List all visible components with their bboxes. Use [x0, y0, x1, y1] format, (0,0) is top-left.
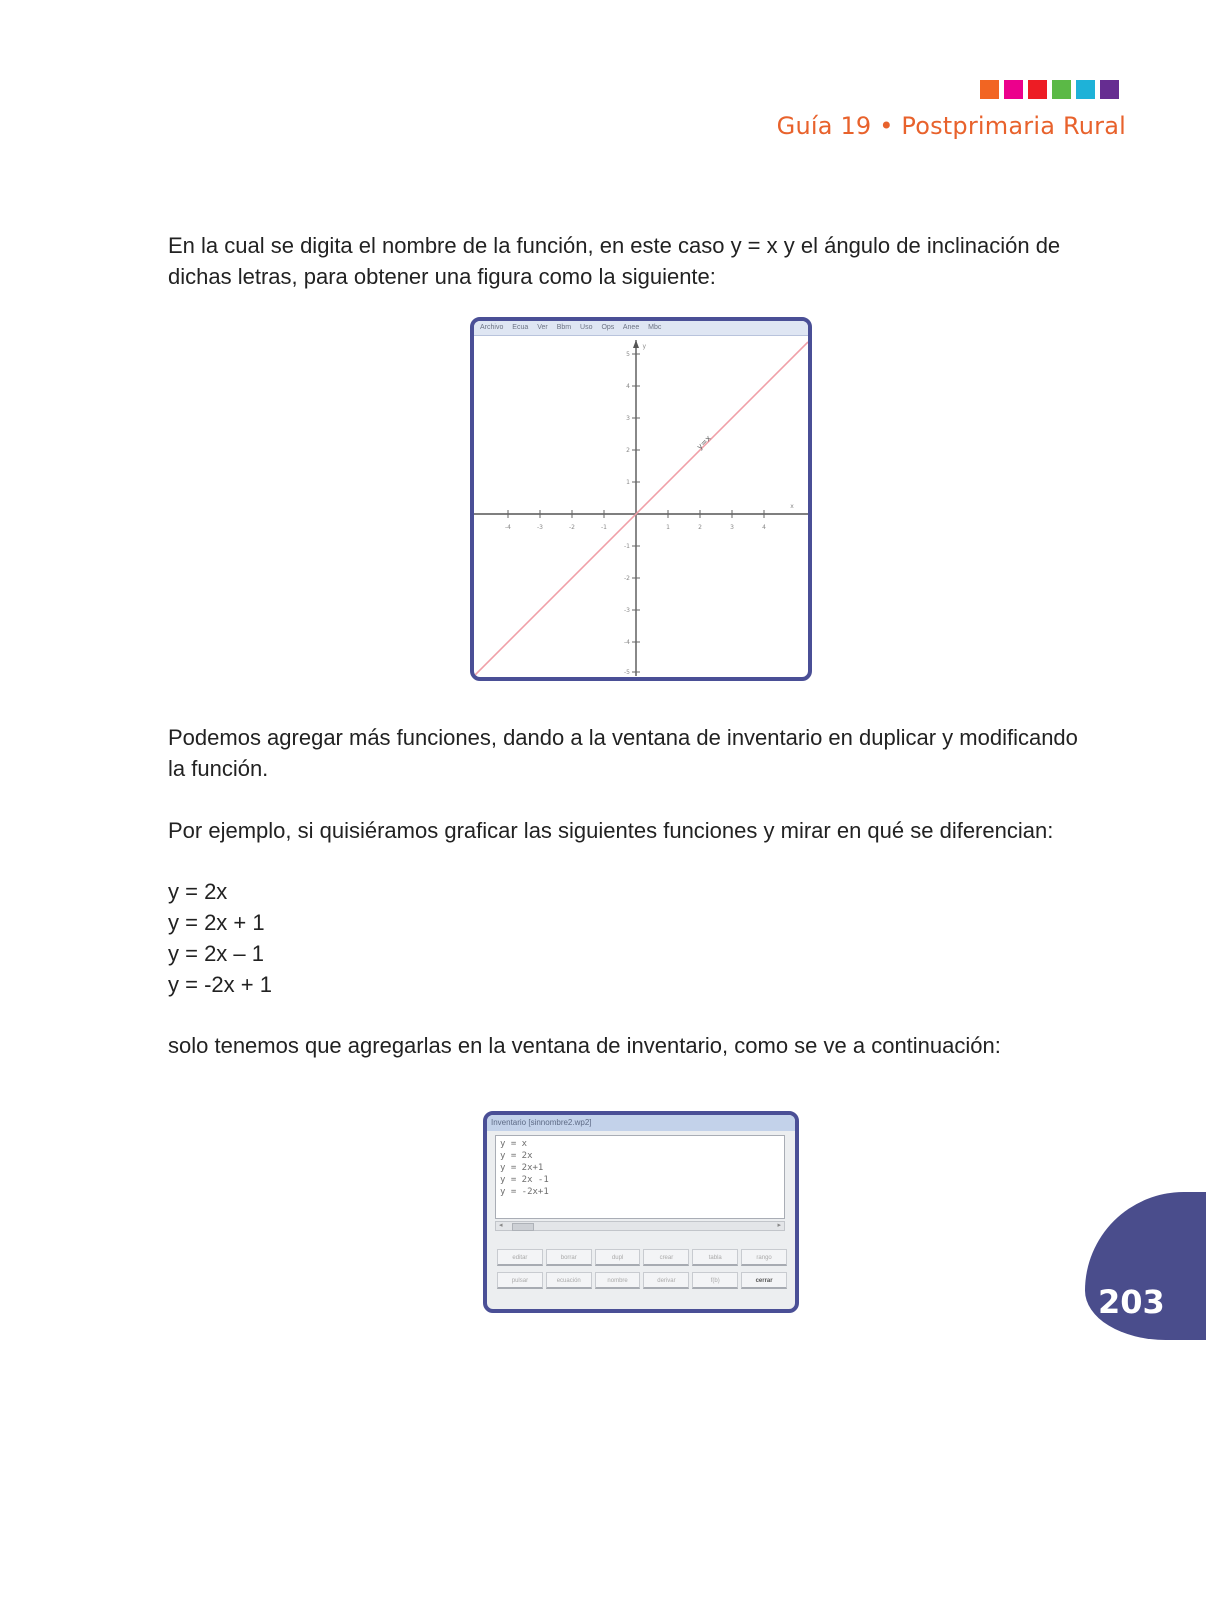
equation: y = -2x + 1	[168, 972, 272, 997]
color-block	[1004, 80, 1023, 99]
menu-item[interactable]: Ecua	[512, 324, 529, 331]
equation-button[interactable]: ecuación	[546, 1272, 592, 1289]
create-button[interactable]: crear	[643, 1249, 689, 1266]
x-tick-label: -4	[505, 524, 511, 531]
x-tick-label: -3	[537, 524, 543, 531]
color-blocks	[980, 80, 1119, 99]
pulse-button[interactable]: pulsar	[497, 1272, 543, 1289]
equation: y = 2x – 1	[168, 941, 265, 966]
menu-item[interactable]: Mbc	[648, 324, 662, 331]
header-title: Guía 19 • Postprimaria Rural	[776, 112, 1126, 140]
color-block	[1052, 80, 1071, 99]
x-axis-label: x	[790, 503, 794, 510]
y-axis-label: y	[642, 343, 646, 350]
list-item[interactable]: y = 2x -1	[500, 1175, 549, 1185]
y-tick-label: 1	[626, 479, 630, 486]
menu-item[interactable]: Anee	[622, 324, 640, 331]
list-item[interactable]: y = -2x+1	[500, 1187, 549, 1197]
y-tick-label: -4	[624, 639, 630, 646]
x-tick-label: 3	[730, 524, 734, 531]
inventory-title: Inventario [sinnombre2.wp2]	[487, 1115, 795, 1131]
range-button[interactable]: rango	[741, 1249, 787, 1266]
duplicate-button[interactable]: dupl	[595, 1249, 641, 1266]
y-tick-label: 5	[626, 351, 630, 358]
inventory-buttons	[497, 1249, 787, 1289]
paragraph-inventory: solo tenemos que agregarlas en la ventana de inventario, como se ve a continuación:	[168, 1033, 1001, 1058]
y-tick-label: 4	[626, 383, 630, 390]
x-tick-label: -1	[601, 524, 607, 531]
paragraph-intro: En la cual se digita el nombre de la función, en este caso y = x y el ángulo de inclinación de dichas letras, para obtener una figura como la siguiente:	[168, 233, 1061, 289]
x-tick-label: -2	[569, 524, 575, 531]
inventory-list[interactable]	[495, 1135, 785, 1219]
menu-item[interactable]: Ops	[601, 324, 615, 331]
scroll-left-icon[interactable]: ◂	[499, 1222, 503, 1229]
name-button[interactable]: nombre	[595, 1272, 641, 1289]
close-button[interactable]: cerrar	[741, 1272, 787, 1289]
fb-button[interactable]: f(b)	[692, 1272, 738, 1289]
menu-item[interactable]: Bbm	[556, 324, 572, 331]
x-tick-label: 4	[762, 524, 766, 531]
color-block	[980, 80, 999, 99]
paragraph-example: Por ejemplo, si quisiéramos graficar las siguientes funciones y mirar en qué se diferencian:	[168, 818, 1054, 843]
graph-plot	[474, 336, 808, 678]
derive-button[interactable]: derivar	[643, 1272, 689, 1289]
edit-button[interactable]: editar	[497, 1249, 543, 1266]
menu-item[interactable]: Uso	[580, 324, 593, 331]
menu-item[interactable]: Ver	[537, 324, 548, 331]
page-number: 203	[1098, 1283, 1165, 1321]
x-tick-label: 2	[698, 524, 702, 531]
function-line	[474, 342, 808, 676]
y-tick-label: -1	[624, 543, 630, 550]
list-item[interactable]: y = 2x+1	[500, 1163, 544, 1173]
color-block	[1100, 80, 1119, 99]
y-tick-label: 2	[626, 447, 630, 454]
equation-list	[168, 876, 272, 1000]
paragraph-add-functions: Podemos agregar más funciones, dando a la ventana de inventario en duplicar y modificando la función.	[168, 725, 1078, 781]
list-item[interactable]: y = x	[500, 1139, 528, 1149]
delete-button[interactable]: borrar	[546, 1249, 592, 1266]
y-tick-label: -3	[624, 607, 630, 614]
scroll-right-icon[interactable]: ▸	[777, 1222, 781, 1229]
table-button[interactable]: tabla	[692, 1249, 738, 1266]
graph-window	[470, 317, 812, 681]
color-block	[1028, 80, 1047, 99]
y-axis-arrow	[633, 340, 639, 348]
y-tick-label: 3	[626, 415, 630, 422]
equation: y = 2x + 1	[168, 910, 265, 935]
menu-item[interactable]: Archivo	[480, 324, 504, 331]
equation: y = 2x	[168, 879, 228, 904]
graph-menubar	[474, 321, 808, 336]
function-label: y=x	[695, 433, 713, 452]
horizontal-scrollbar[interactable]	[495, 1221, 785, 1231]
inventory-window	[483, 1111, 799, 1313]
color-block	[1076, 80, 1095, 99]
x-tick-label: 1	[666, 524, 670, 531]
list-item[interactable]: y = 2x	[500, 1151, 533, 1161]
y-tick-label: -5	[624, 669, 630, 676]
scroll-thumb[interactable]	[512, 1223, 534, 1231]
y-tick-label: -2	[624, 575, 630, 582]
